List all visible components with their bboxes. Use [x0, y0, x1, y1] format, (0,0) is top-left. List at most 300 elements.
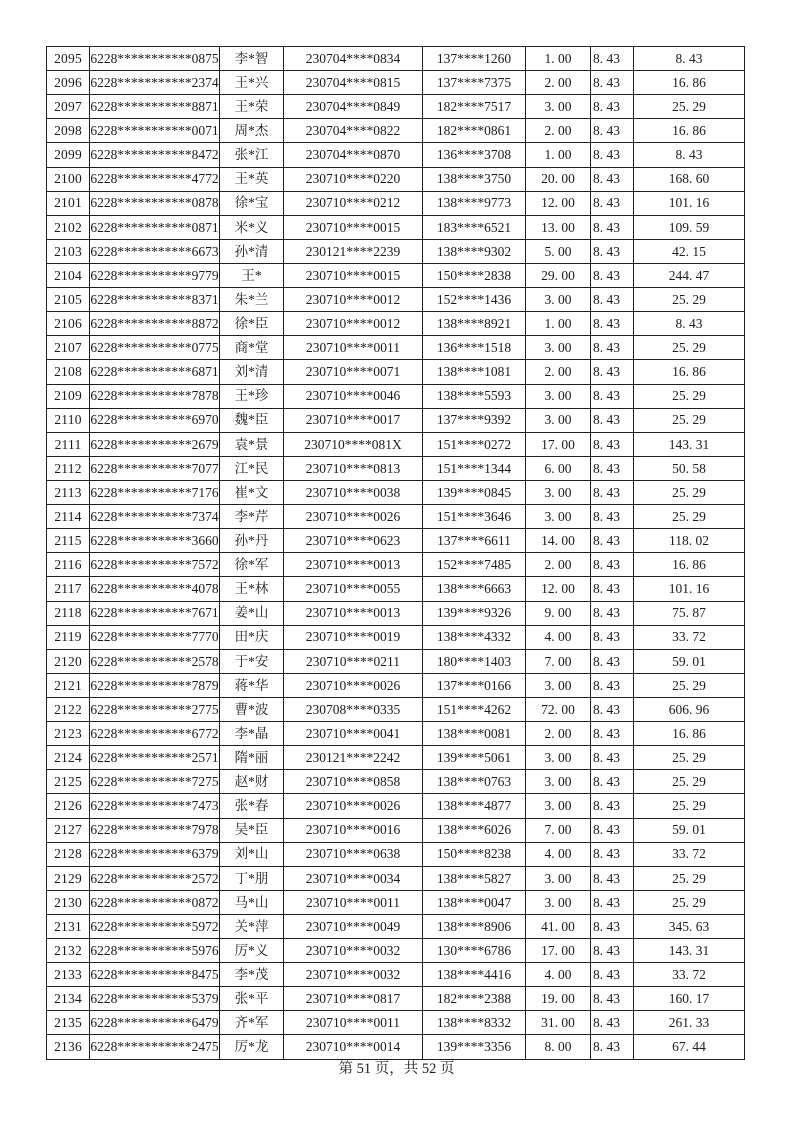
cell-card-number: 6228***********6479: [90, 1011, 220, 1035]
table-row: [47, 47, 745, 71]
cell-id-number: 230704****0870: [284, 143, 423, 167]
cell-phone: 182****2388: [423, 987, 526, 1011]
cell-name: 曹*波: [220, 697, 284, 721]
cell-count: 4. 00: [526, 625, 591, 649]
cell-id-number: 230710****0212: [284, 191, 423, 215]
table-row: [47, 408, 745, 432]
cell-count: 13. 00: [526, 215, 591, 239]
cell-row-number: 2106: [47, 312, 90, 336]
cell-card-number: 6228***********2374: [90, 71, 220, 95]
cell-amount: 25. 29: [634, 384, 745, 408]
table-row: [47, 890, 745, 914]
cell-rate: 8. 43: [591, 360, 634, 384]
cell-row-number: 2105: [47, 288, 90, 312]
cell-id-number: 230708****0335: [284, 697, 423, 721]
cell-phone: 180****1403: [423, 649, 526, 673]
cell-row-number: 2109: [47, 384, 90, 408]
cell-amount: 25. 29: [634, 866, 745, 890]
cell-id-number: 230710****0034: [284, 866, 423, 890]
cell-rate: 8. 43: [591, 143, 634, 167]
page-footer: 第 51 页，共 52 页: [338, 1061, 455, 1077]
cell-rate: 8. 43: [591, 288, 634, 312]
cell-id-number: 230710****0211: [284, 649, 423, 673]
cell-name: 李*茂: [220, 963, 284, 987]
cell-card-number: 6228***********0871: [90, 215, 220, 239]
cell-row-number: 2096: [47, 71, 90, 95]
cell-id-number: 230704****0834: [284, 47, 423, 71]
cell-card-number: 6228***********8871: [90, 95, 220, 119]
cell-amount: 118. 02: [634, 529, 745, 553]
cell-count: 3. 00: [526, 288, 591, 312]
table-row: [47, 384, 745, 408]
cell-count: 14. 00: [526, 529, 591, 553]
cell-row-number: 2124: [47, 746, 90, 770]
table-row: [47, 649, 745, 673]
cell-phone: 138****4877: [423, 794, 526, 818]
table-row: [47, 167, 745, 191]
cell-rate: 8. 43: [591, 577, 634, 601]
cell-row-number: 2107: [47, 336, 90, 360]
cell-count: 17. 00: [526, 432, 591, 456]
cell-id-number: 230710****0012: [284, 312, 423, 336]
cell-card-number: 6228***********7878: [90, 384, 220, 408]
cell-name: 田*庆: [220, 625, 284, 649]
table-row: [47, 673, 745, 697]
cell-rate: 8. 43: [591, 553, 634, 577]
cell-name: 蒋*华: [220, 673, 284, 697]
cell-card-number: 6228***********5976: [90, 939, 220, 963]
table-row: [47, 794, 745, 818]
cell-rate: 8. 43: [591, 794, 634, 818]
cell-card-number: 6228***********2578: [90, 649, 220, 673]
cell-name: 张*江: [220, 143, 284, 167]
cell-card-number: 6228***********2775: [90, 697, 220, 721]
cell-phone: 182****0861: [423, 119, 526, 143]
cell-phone: 139****0845: [423, 480, 526, 504]
cell-card-number: 6228***********4772: [90, 167, 220, 191]
cell-count: 9. 00: [526, 601, 591, 625]
cell-count: 2. 00: [526, 71, 591, 95]
cell-phone: 137****9392: [423, 408, 526, 432]
cell-id-number: 230710****0046: [284, 384, 423, 408]
cell-row-number: 2131: [47, 914, 90, 938]
cell-id-number: 230710****0014: [284, 1035, 423, 1060]
cell-rate: 8. 43: [591, 649, 634, 673]
cell-count: 2. 00: [526, 553, 591, 577]
cell-amount: 25. 29: [634, 505, 745, 529]
cell-row-number: 2114: [47, 505, 90, 529]
cell-id-number: 230710****0623: [284, 529, 423, 553]
cell-card-number: 6228***********6379: [90, 842, 220, 866]
cell-count: 41. 00: [526, 914, 591, 938]
cell-rate: 8. 43: [591, 722, 634, 746]
cell-name: 齐*军: [220, 1011, 284, 1035]
cell-count: 12. 00: [526, 577, 591, 601]
cell-id-number: 230710****0638: [284, 842, 423, 866]
cell-id-number: 230121****2239: [284, 239, 423, 263]
cell-name: 张*春: [220, 794, 284, 818]
table-row: [47, 939, 745, 963]
cell-amount: 606. 96: [634, 697, 745, 721]
cell-phone: 137****7375: [423, 71, 526, 95]
cell-count: 1. 00: [526, 143, 591, 167]
cell-count: 3. 00: [526, 866, 591, 890]
cell-rate: 8. 43: [591, 119, 634, 143]
cell-id-number: 230710****0038: [284, 480, 423, 504]
cell-rate: 8. 43: [591, 963, 634, 987]
cell-name: 姜*山: [220, 601, 284, 625]
cell-id-number: 230121****2242: [284, 746, 423, 770]
cell-count: 8. 00: [526, 1035, 591, 1060]
table-row: [47, 770, 745, 794]
cell-amount: 143. 31: [634, 432, 745, 456]
cell-name: 王*英: [220, 167, 284, 191]
cell-rate: 8. 43: [591, 239, 634, 263]
cell-card-number: 6228***********0775: [90, 336, 220, 360]
cell-row-number: 2116: [47, 553, 90, 577]
cell-name: 商*堂: [220, 336, 284, 360]
cell-amount: 244. 47: [634, 263, 745, 287]
cell-amount: 101. 16: [634, 577, 745, 601]
table-row: [47, 263, 745, 287]
table-body: [47, 47, 745, 1060]
cell-card-number: 6228***********5972: [90, 914, 220, 938]
cell-amount: 25. 29: [634, 746, 745, 770]
cell-phone: 138****3750: [423, 167, 526, 191]
cell-count: 19. 00: [526, 987, 591, 1011]
cell-phone: 138****0047: [423, 890, 526, 914]
cell-rate: 8. 43: [591, 215, 634, 239]
cell-phone: 138****0081: [423, 722, 526, 746]
cell-id-number: 230710****0013: [284, 601, 423, 625]
cell-name: 米*义: [220, 215, 284, 239]
cell-id-number: 230710****0026: [284, 794, 423, 818]
cell-count: 3. 00: [526, 336, 591, 360]
cell-id-number: 230710****0011: [284, 336, 423, 360]
cell-id-number: 230710****0071: [284, 360, 423, 384]
cell-row-number: 2130: [47, 890, 90, 914]
cell-amount: 67. 44: [634, 1035, 745, 1060]
cell-rate: 8. 43: [591, 384, 634, 408]
cell-name: 王*林: [220, 577, 284, 601]
cell-card-number: 6228***********9779: [90, 263, 220, 287]
cell-amount: 33. 72: [634, 842, 745, 866]
cell-phone: 151****4262: [423, 697, 526, 721]
cell-count: 3. 00: [526, 95, 591, 119]
cell-name: 魏*臣: [220, 408, 284, 432]
cell-name: 徐*宝: [220, 191, 284, 215]
cell-id-number: 230710****0049: [284, 914, 423, 938]
cell-name: 赵*财: [220, 770, 284, 794]
cell-count: 2. 00: [526, 360, 591, 384]
cell-id-number: 230710****0055: [284, 577, 423, 601]
cell-phone: 139****5061: [423, 746, 526, 770]
cell-card-number: 6228***********2572: [90, 866, 220, 890]
cell-rate: 8. 43: [591, 866, 634, 890]
cell-name: 朱*兰: [220, 288, 284, 312]
cell-phone: 150****8238: [423, 842, 526, 866]
cell-phone: 183****6521: [423, 215, 526, 239]
cell-rate: 8. 43: [591, 601, 634, 625]
cell-count: 3. 00: [526, 890, 591, 914]
cell-phone: 137****6611: [423, 529, 526, 553]
cell-card-number: 6228***********3660: [90, 529, 220, 553]
cell-id-number: 230710****0813: [284, 456, 423, 480]
cell-phone: 138****4416: [423, 963, 526, 987]
cell-id-number: 230710****0017: [284, 408, 423, 432]
table-row: [47, 336, 745, 360]
cell-name: 张*平: [220, 987, 284, 1011]
table-row: [47, 239, 745, 263]
cell-amount: 8. 43: [634, 312, 745, 336]
cell-id-number: 230710****0032: [284, 939, 423, 963]
cell-phone: 152****7485: [423, 553, 526, 577]
cell-name: 李*智: [220, 47, 284, 71]
cell-row-number: 2126: [47, 794, 90, 818]
cell-phone: 139****3356: [423, 1035, 526, 1060]
cell-card-number: 6228***********8475: [90, 963, 220, 987]
cell-card-number: 6228***********7077: [90, 456, 220, 480]
cell-row-number: 2123: [47, 722, 90, 746]
cell-count: 7. 00: [526, 818, 591, 842]
cell-amount: 143. 31: [634, 939, 745, 963]
cell-row-number: 2127: [47, 818, 90, 842]
table-row: [47, 914, 745, 938]
cell-id-number: 230710****0026: [284, 505, 423, 529]
cell-count: 3. 00: [526, 673, 591, 697]
cell-card-number: 6228***********7671: [90, 601, 220, 625]
cell-phone: 138****5593: [423, 384, 526, 408]
cell-row-number: 2110: [47, 408, 90, 432]
cell-row-number: 2119: [47, 625, 90, 649]
cell-phone: 138****1081: [423, 360, 526, 384]
table-row: [47, 288, 745, 312]
cell-name: 袁*景: [220, 432, 284, 456]
cell-count: 4. 00: [526, 842, 591, 866]
cell-amount: 25. 29: [634, 95, 745, 119]
cell-row-number: 2120: [47, 649, 90, 673]
cell-row-number: 2118: [47, 601, 90, 625]
cell-amount: 16. 86: [634, 722, 745, 746]
cell-row-number: 2098: [47, 119, 90, 143]
cell-phone: 138****6026: [423, 818, 526, 842]
cell-rate: 8. 43: [591, 1035, 634, 1060]
cell-card-number: 6228***********0875: [90, 47, 220, 71]
cell-id-number: 230710****0041: [284, 722, 423, 746]
cell-row-number: 2134: [47, 987, 90, 1011]
cell-amount: 33. 72: [634, 963, 745, 987]
table-row: [47, 1035, 745, 1060]
cell-id-number: 230710****0817: [284, 987, 423, 1011]
cell-rate: 8. 43: [591, 914, 634, 938]
cell-amount: 16. 86: [634, 553, 745, 577]
table-row: [47, 553, 745, 577]
cell-id-number: 230710****081X: [284, 432, 423, 456]
cell-phone: 138****5827: [423, 866, 526, 890]
cell-rate: 8. 43: [591, 625, 634, 649]
cell-count: 31. 00: [526, 1011, 591, 1035]
cell-name: 徐*军: [220, 553, 284, 577]
cell-name: 孙*清: [220, 239, 284, 263]
cell-amount: 25. 29: [634, 336, 745, 360]
cell-phone: 138****6663: [423, 577, 526, 601]
cell-amount: 168. 60: [634, 167, 745, 191]
cell-id-number: 230704****0815: [284, 71, 423, 95]
cell-id-number: 230710****0011: [284, 890, 423, 914]
cell-row-number: 2102: [47, 215, 90, 239]
cell-amount: 59. 01: [634, 818, 745, 842]
cell-amount: 101. 16: [634, 191, 745, 215]
cell-name: 吴*臣: [220, 818, 284, 842]
cell-name: 王*兴: [220, 71, 284, 95]
cell-row-number: 2112: [47, 456, 90, 480]
cell-name: 江*民: [220, 456, 284, 480]
cell-row-number: 2132: [47, 939, 90, 963]
cell-card-number: 6228***********8872: [90, 312, 220, 336]
cell-card-number: 6228***********7879: [90, 673, 220, 697]
cell-name: 周*杰: [220, 119, 284, 143]
cell-count: 7. 00: [526, 649, 591, 673]
cell-row-number: 2103: [47, 239, 90, 263]
cell-amount: 42. 15: [634, 239, 745, 263]
cell-card-number: 6228***********8472: [90, 143, 220, 167]
cell-amount: 25. 29: [634, 770, 745, 794]
cell-count: 12. 00: [526, 191, 591, 215]
cell-count: 3. 00: [526, 505, 591, 529]
cell-row-number: 2128: [47, 842, 90, 866]
table-row: [47, 625, 745, 649]
payment-table: [46, 46, 745, 1060]
cell-count: 2. 00: [526, 722, 591, 746]
cell-count: 17. 00: [526, 939, 591, 963]
table-row: [47, 577, 745, 601]
table-row: [47, 818, 745, 842]
cell-rate: 8. 43: [591, 47, 634, 71]
cell-rate: 8. 43: [591, 770, 634, 794]
cell-phone: 138****4332: [423, 625, 526, 649]
cell-id-number: 230710****0220: [284, 167, 423, 191]
cell-row-number: 2133: [47, 963, 90, 987]
cell-rate: 8. 43: [591, 95, 634, 119]
cell-phone: 151****1344: [423, 456, 526, 480]
table-row: [47, 1011, 745, 1035]
cell-card-number: 6228***********8371: [90, 288, 220, 312]
cell-count: 3. 00: [526, 480, 591, 504]
cell-card-number: 6228***********6871: [90, 360, 220, 384]
cell-id-number: 230710****0015: [284, 263, 423, 287]
cell-phone: 152****1436: [423, 288, 526, 312]
cell-row-number: 2099: [47, 143, 90, 167]
cell-rate: 8. 43: [591, 987, 634, 1011]
table-row: [47, 95, 745, 119]
cell-id-number: 230710****0858: [284, 770, 423, 794]
cell-row-number: 2136: [47, 1035, 90, 1060]
cell-id-number: 230710****0015: [284, 215, 423, 239]
cell-name: 徐*臣: [220, 312, 284, 336]
cell-row-number: 2135: [47, 1011, 90, 1035]
cell-count: 5. 00: [526, 239, 591, 263]
cell-count: 29. 00: [526, 263, 591, 287]
cell-row-number: 2113: [47, 480, 90, 504]
cell-count: 6. 00: [526, 456, 591, 480]
table-row: [47, 963, 745, 987]
cell-card-number: 6228***********6772: [90, 722, 220, 746]
cell-name: 王*荣: [220, 95, 284, 119]
cell-id-number: 230704****0849: [284, 95, 423, 119]
table-row: [47, 191, 745, 215]
cell-name: 李*芹: [220, 505, 284, 529]
cell-count: 3. 00: [526, 746, 591, 770]
cell-id-number: 230710****0032: [284, 963, 423, 987]
cell-row-number: 2111: [47, 432, 90, 456]
cell-card-number: 6228***********0071: [90, 119, 220, 143]
cell-id-number: 230710****0016: [284, 818, 423, 842]
cell-amount: 25. 29: [634, 794, 745, 818]
cell-row-number: 2115: [47, 529, 90, 553]
table-row: [47, 432, 745, 456]
cell-phone: 130****6786: [423, 939, 526, 963]
cell-rate: 8. 43: [591, 842, 634, 866]
cell-rate: 8. 43: [591, 818, 634, 842]
table-row: [47, 215, 745, 239]
cell-phone: 151****0272: [423, 432, 526, 456]
cell-rate: 8. 43: [591, 312, 634, 336]
cell-card-number: 6228***********2475: [90, 1035, 220, 1060]
cell-row-number: 2125: [47, 770, 90, 794]
table-row: [47, 360, 745, 384]
cell-phone: 151****3646: [423, 505, 526, 529]
cell-phone: 138****8921: [423, 312, 526, 336]
cell-name: 马*山: [220, 890, 284, 914]
cell-id-number: 230710****0013: [284, 553, 423, 577]
table-row: [47, 722, 745, 746]
table-row: [47, 697, 745, 721]
table-row: [47, 143, 745, 167]
table-row: [47, 71, 745, 95]
cell-amount: 8. 43: [634, 143, 745, 167]
table-row: [47, 312, 745, 336]
cell-name: 孙*丹: [220, 529, 284, 553]
cell-card-number: 6228***********5379: [90, 987, 220, 1011]
cell-amount: 160. 17: [634, 987, 745, 1011]
cell-amount: 109. 59: [634, 215, 745, 239]
table-row: [47, 480, 745, 504]
cell-count: 3. 00: [526, 384, 591, 408]
cell-row-number: 2104: [47, 263, 90, 287]
cell-id-number: 230704****0822: [284, 119, 423, 143]
cell-amount: 25. 29: [634, 288, 745, 312]
cell-rate: 8. 43: [591, 408, 634, 432]
cell-card-number: 6228***********0872: [90, 890, 220, 914]
cell-phone: 137****0166: [423, 673, 526, 697]
cell-phone: 182****7517: [423, 95, 526, 119]
cell-card-number: 6228***********4078: [90, 577, 220, 601]
cell-rate: 8. 43: [591, 746, 634, 770]
table-row: [47, 529, 745, 553]
cell-phone: 138****8332: [423, 1011, 526, 1035]
cell-amount: 33. 72: [634, 625, 745, 649]
cell-amount: 345. 63: [634, 914, 745, 938]
cell-phone: 136****3708: [423, 143, 526, 167]
cell-count: 1. 00: [526, 47, 591, 71]
cell-rate: 8. 43: [591, 529, 634, 553]
cell-name: 王*珍: [220, 384, 284, 408]
cell-count: 72. 00: [526, 697, 591, 721]
cell-row-number: 2117: [47, 577, 90, 601]
cell-card-number: 6228***********2679: [90, 432, 220, 456]
cell-amount: 25. 29: [634, 480, 745, 504]
cell-row-number: 2095: [47, 47, 90, 71]
